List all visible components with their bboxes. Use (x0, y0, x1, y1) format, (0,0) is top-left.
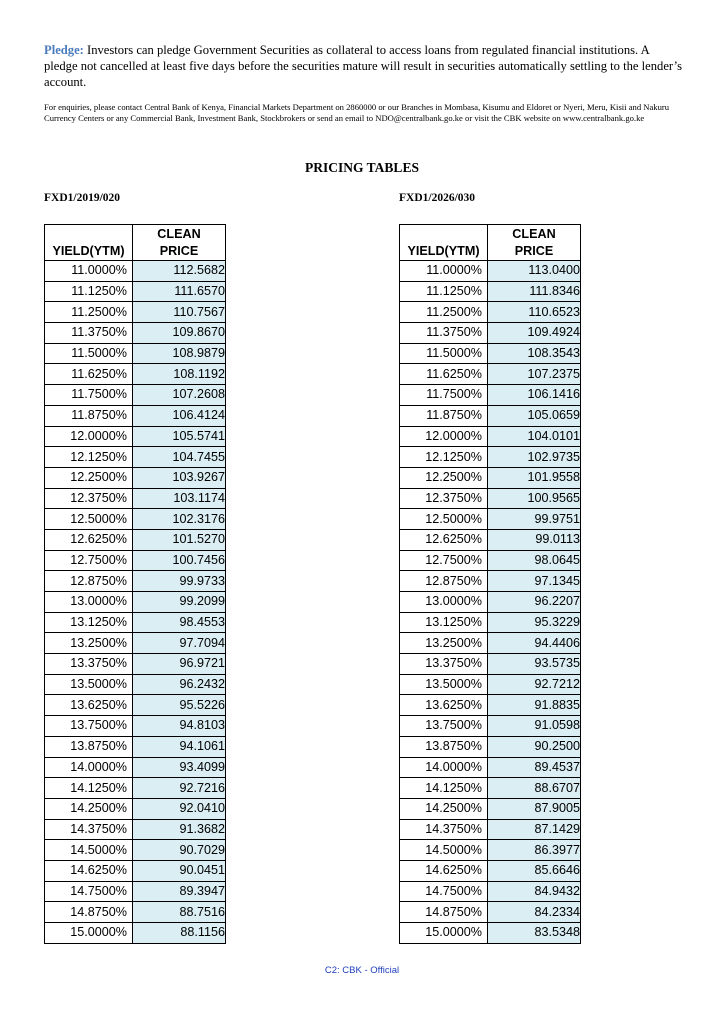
table-row (45, 633, 226, 654)
table-row (45, 364, 226, 385)
yield-cell: 11.5000% (45, 343, 133, 364)
yield-cell: 12.0000% (400, 426, 488, 447)
yield-cell: 13.3750% (400, 654, 488, 675)
clean-price-cell: 107.2375 (488, 364, 581, 385)
yield-column-header: YIELD(YTM) (45, 225, 133, 261)
clean-price-cell: 91.3682 (133, 819, 226, 840)
yield-cell: 11.8750% (400, 405, 488, 426)
clean-price-cell: 106.4124 (133, 405, 226, 426)
clean-price-cell: 90.0451 (133, 860, 226, 881)
clean-price-cell: 109.8670 (133, 323, 226, 344)
clean-price-cell: 102.3176 (133, 509, 226, 530)
yield-cell: 11.7500% (400, 385, 488, 406)
clean-price-cell: 111.6570 (133, 281, 226, 302)
table-row (400, 633, 581, 654)
page-title: PRICING TABLES (305, 160, 419, 175)
yield-cell: 12.7500% (400, 550, 488, 571)
table-row (45, 302, 226, 323)
table-row (400, 488, 581, 509)
yield-cell: 14.5000% (45, 840, 133, 861)
table-row (45, 592, 226, 613)
clean-price-cell: 94.4406 (488, 633, 581, 654)
clean-price-cell: 83.5348 (488, 923, 581, 944)
clean-price-cell: 110.6523 (488, 302, 581, 323)
clean-price-cell: 94.8103 (133, 716, 226, 737)
clean-price-cell: 91.0598 (488, 716, 581, 737)
table-row (400, 798, 581, 819)
table-row (400, 840, 581, 861)
clean-price-column-header (488, 225, 581, 261)
table-row (400, 343, 581, 364)
yield-cell: 11.2500% (400, 302, 488, 323)
yield-cell: 12.1250% (45, 447, 133, 468)
yield-cell: 11.3750% (45, 323, 133, 344)
yield-cell: 13.5000% (400, 674, 488, 695)
yield-cell: 14.2500% (45, 798, 133, 819)
table-row (45, 923, 226, 944)
clean-price-cell: 92.7212 (488, 674, 581, 695)
clean-price-cell: 108.3543 (488, 343, 581, 364)
clean-price-cell: 89.3947 (133, 881, 226, 902)
table-row (400, 467, 581, 488)
yield-cell: 12.3750% (400, 488, 488, 509)
clean-price-cell: 94.1061 (133, 736, 226, 757)
table-row (45, 881, 226, 902)
clean-price-cell: 95.5226 (133, 695, 226, 716)
clean-price-cell: 99.9751 (488, 509, 581, 530)
yield-cell: 11.0000% (45, 261, 133, 282)
table-header-row (45, 225, 226, 261)
clean-price-cell: 105.0659 (488, 405, 581, 426)
yield-cell: 14.0000% (45, 757, 133, 778)
clean-price-cell: 102.9735 (488, 447, 581, 468)
table-row (400, 654, 581, 675)
yield-cell: 15.0000% (400, 923, 488, 944)
yield-cell: 13.8750% (400, 736, 488, 757)
yield-cell: 13.1250% (45, 612, 133, 633)
clean-price-cell: 104.7455 (133, 447, 226, 468)
yield-cell: 13.1250% (400, 612, 488, 633)
yield-cell: 13.8750% (45, 736, 133, 757)
table-row (400, 281, 581, 302)
clean-price-cell: 89.4537 (488, 757, 581, 778)
table-row (45, 902, 226, 923)
yield-cell: 13.0000% (400, 592, 488, 613)
table-row (45, 819, 226, 840)
pricing-table-fxd1-2019-020 (44, 224, 226, 944)
yield-cell: 14.2500% (400, 798, 488, 819)
table-row (45, 571, 226, 592)
yield-cell: 11.3750% (400, 323, 488, 344)
yield-cell: 11.1250% (45, 281, 133, 302)
table-row (400, 923, 581, 944)
clean-price-cell: 85.6646 (488, 860, 581, 881)
clean-price-cell: 113.0400 (488, 261, 581, 282)
yield-column-header: YIELD(YTM) (400, 225, 488, 261)
clean-price-cell: 91.8835 (488, 695, 581, 716)
clean-price-header-line1: CLEAN (157, 227, 201, 241)
yield-cell: 12.6250% (45, 529, 133, 550)
yield-cell: 14.1250% (400, 778, 488, 799)
clean-price-cell: 107.2608 (133, 385, 226, 406)
clean-price-cell: 90.7029 (133, 840, 226, 861)
clean-price-cell: 108.1192 (133, 364, 226, 385)
yield-cell: 13.6250% (45, 695, 133, 716)
clean-price-cell: 100.9565 (488, 488, 581, 509)
yield-cell: 11.5000% (400, 343, 488, 364)
table-row (400, 778, 581, 799)
clean-price-cell: 101.9558 (488, 467, 581, 488)
table-row (45, 674, 226, 695)
yield-cell: 12.3750% (45, 488, 133, 509)
table-row (45, 509, 226, 530)
table-row (45, 426, 226, 447)
table-row (45, 798, 226, 819)
table-row (45, 550, 226, 571)
yield-cell: 14.7500% (45, 881, 133, 902)
classification-footer: C2: CBK - Official (324, 965, 400, 976)
yield-cell: 14.3750% (45, 819, 133, 840)
table-row (400, 571, 581, 592)
yield-cell: 12.0000% (45, 426, 133, 447)
table-row (400, 674, 581, 695)
clean-price-header-line2: PRICE (159, 244, 199, 258)
yield-cell: 13.2500% (45, 633, 133, 654)
yield-cell: 12.1250% (400, 447, 488, 468)
clean-price-cell: 98.0645 (488, 550, 581, 571)
table-row (400, 757, 581, 778)
table-row (400, 426, 581, 447)
table-row (45, 716, 226, 737)
clean-price-cell: 92.7216 (133, 778, 226, 799)
yield-cell: 13.5000% (45, 674, 133, 695)
table-row (45, 612, 226, 633)
yield-cell: 13.3750% (45, 654, 133, 675)
table-row (400, 529, 581, 550)
table-row (45, 757, 226, 778)
clean-price-cell: 99.2099 (133, 592, 226, 613)
clean-price-cell: 110.7567 (133, 302, 226, 323)
yield-cell: 12.6250% (400, 529, 488, 550)
clean-price-cell: 84.9432 (488, 881, 581, 902)
yield-cell: 11.1250% (400, 281, 488, 302)
pledge-label: Pledge: (44, 43, 84, 57)
table-row (400, 302, 581, 323)
table-row (400, 592, 581, 613)
clean-price-cell: 84.2334 (488, 902, 581, 923)
table-row (400, 550, 581, 571)
yield-cell: 12.8750% (45, 571, 133, 592)
clean-price-cell: 88.6707 (488, 778, 581, 799)
yield-cell: 11.7500% (45, 385, 133, 406)
yield-cell: 14.3750% (400, 819, 488, 840)
clean-price-cell: 96.9721 (133, 654, 226, 675)
yield-cell: 12.5000% (45, 509, 133, 530)
table-header-row (400, 225, 581, 261)
table-row (45, 343, 226, 364)
table-row (45, 654, 226, 675)
table-row (45, 281, 226, 302)
yield-cell: 12.2500% (45, 467, 133, 488)
table-row (45, 405, 226, 426)
yield-cell: 13.2500% (400, 633, 488, 654)
yield-cell: 14.5000% (400, 840, 488, 861)
table-row (45, 778, 226, 799)
table-row (400, 447, 581, 468)
table-row (400, 736, 581, 757)
table-row (45, 467, 226, 488)
clean-price-cell: 106.1416 (488, 385, 581, 406)
table-row (45, 385, 226, 406)
clean-price-cell: 90.2500 (488, 736, 581, 757)
yield-cell: 11.6250% (45, 364, 133, 385)
clean-price-cell: 99.9733 (133, 571, 226, 592)
table-title-fxd1-2026-030: FXD1/2026/030 (399, 192, 476, 204)
clean-price-cell: 92.0410 (133, 798, 226, 819)
clean-price-cell: 100.7456 (133, 550, 226, 571)
clean-price-cell: 105.5741 (133, 426, 226, 447)
clean-price-cell: 111.8346 (488, 281, 581, 302)
table-row (400, 695, 581, 716)
yield-cell: 12.2500% (400, 467, 488, 488)
clean-price-cell: 86.3977 (488, 840, 581, 861)
yield-cell: 15.0000% (45, 923, 133, 944)
clean-price-cell: 103.9267 (133, 467, 226, 488)
clean-price-cell: 87.9005 (488, 798, 581, 819)
clean-price-cell: 96.2432 (133, 674, 226, 695)
clean-price-header-line2: PRICE (514, 244, 554, 258)
yield-cell: 12.8750% (400, 571, 488, 592)
clean-price-header-line1: CLEAN (512, 227, 556, 241)
yield-cell: 14.6250% (45, 860, 133, 881)
pledge-text: Investors can pledge Government Securities as collateral to access loans from regulated financial institutions. A pledge not cancelled at least five days before the securities mature will result in securities automatically settling to the lender’s account. (44, 43, 682, 89)
clean-price-cell: 88.7516 (133, 902, 226, 923)
pricing-table-fxd1-2026-030 (399, 224, 581, 944)
clean-price-cell: 98.4553 (133, 612, 226, 633)
yield-cell: 14.6250% (400, 860, 488, 881)
clean-price-cell: 103.1174 (133, 488, 226, 509)
clean-price-cell: 96.2207 (488, 592, 581, 613)
table-row (45, 488, 226, 509)
clean-price-cell: 112.5682 (133, 261, 226, 282)
clean-price-cell: 87.1429 (488, 819, 581, 840)
table-row (45, 323, 226, 344)
yield-cell: 13.7500% (400, 716, 488, 737)
table-row (45, 261, 226, 282)
yield-cell: 14.1250% (45, 778, 133, 799)
yield-cell: 14.8750% (400, 902, 488, 923)
clean-price-cell: 93.5735 (488, 654, 581, 675)
table-row (45, 529, 226, 550)
yield-cell: 12.7500% (45, 550, 133, 571)
table-row (400, 261, 581, 282)
yield-cell: 14.7500% (400, 881, 488, 902)
table-row (400, 612, 581, 633)
yield-cell: 11.2500% (45, 302, 133, 323)
clean-price-cell: 95.3229 (488, 612, 581, 633)
table-row (45, 860, 226, 881)
clean-price-cell: 97.1345 (488, 571, 581, 592)
clean-price-cell: 109.4924 (488, 323, 581, 344)
clean-price-cell: 108.9879 (133, 343, 226, 364)
yield-cell: 14.8750% (45, 902, 133, 923)
table-row (400, 860, 581, 881)
yield-cell: 11.8750% (45, 405, 133, 426)
yield-cell: 12.5000% (400, 509, 488, 530)
table-row (400, 323, 581, 344)
table-row (400, 509, 581, 530)
clean-price-cell: 97.7094 (133, 633, 226, 654)
yield-cell: 13.6250% (400, 695, 488, 716)
table-row (400, 902, 581, 923)
clean-price-cell: 101.5270 (133, 529, 226, 550)
clean-price-cell: 104.0101 (488, 426, 581, 447)
table-row (400, 716, 581, 737)
yield-cell: 11.6250% (400, 364, 488, 385)
table-row (400, 364, 581, 385)
table-row (400, 405, 581, 426)
clean-price-cell: 88.1156 (133, 923, 226, 944)
yield-cell: 13.7500% (45, 716, 133, 737)
table-row (400, 819, 581, 840)
enquiry-paragraph: For enquiries, please contact Central Bank of Kenya, Financial Markets Department on 2860000 or our Branches in Mombasa, Kisumu and Eldoret or Nyeri, Meru, Kisii and Nakuru Currency Centers or any Commercial Bank, Investment Bank, Stockbrokers or send an email to NDO@centralbank.go.ke or visit the CBK website on www.centralbank.go.ke (44, 102, 670, 123)
clean-price-column-header (133, 225, 226, 261)
table-row (45, 695, 226, 716)
clean-price-cell: 99.0113 (488, 529, 581, 550)
table-row (400, 385, 581, 406)
yield-cell: 13.0000% (45, 592, 133, 613)
pledge-paragraph (44, 42, 684, 90)
table-row (45, 447, 226, 468)
yield-cell: 11.0000% (400, 261, 488, 282)
table-title-fxd1-2019-020: FXD1/2019/020 (44, 192, 121, 204)
table-row (45, 840, 226, 861)
yield-cell: 14.0000% (400, 757, 488, 778)
clean-price-cell: 93.4099 (133, 757, 226, 778)
table-row (45, 736, 226, 757)
table-row (400, 881, 581, 902)
